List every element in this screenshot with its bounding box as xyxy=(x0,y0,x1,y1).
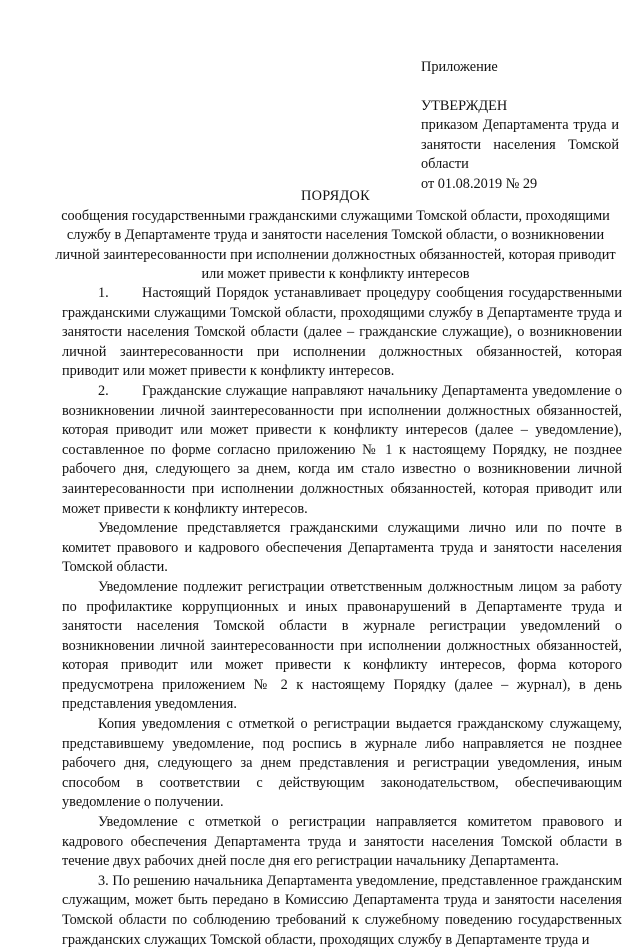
document-subtitle: сообщения государственными гражданскими служащими Томской области, проходящими службу в Департаменте труда и занятости населения Томской области, о возникновении личной заинтересованности при исполнении должностных обязанностей, которая приводит или может привести к конфликту интересов xyxy=(55,207,616,283)
paragraph-2 xyxy=(62,382,622,519)
document-body xyxy=(62,284,622,950)
paragraph-number: 1. xyxy=(98,285,109,301)
paragraph-copy: Копия уведомления с отметкой о регистрации выдается гражданскому служащему, представившему уведомление, под роспись в журнале либо направляется не позднее рабочего дня, следующего за днем представления и регистрации уведомления, иным способом в соответствии с действующим законодательством, обеспечивающим уведомление о получении. xyxy=(62,716,622,811)
paragraph-forwarding: Уведомление с отметкой о регистрации направляется комитетом правового и кадрового обеспечения Департамента труда и занятости населения Томской области в течение двух рабочих дней после дня его регистрации начальнику Департамента. xyxy=(62,814,622,870)
document-title: ПОРЯДОК xyxy=(301,188,370,204)
appendix-label: Приложение xyxy=(421,59,498,75)
paragraph-number: 2. xyxy=(98,382,109,399)
paragraph-1 xyxy=(62,284,622,382)
paragraph-text: Гражданские служащие направляют начальнику Департамента уведомление о возникновении личной заинтересованности при исполнении должностных обязанностей, которая приводит или может привести к конфликту интересов (далее – уведомление), составленное по форме согласно приложению № 1 к настоящему Порядку, не позднее рабочего дня, следующего за днем, когда им стало известно о возникновении личной заинтересованности при исполнении должностных обязанностей, которая приводит или может привести к конфликту интересов. xyxy=(62,382,622,517)
paragraph-registration: Уведомление подлежит регистрации ответственным должностным лицом за работу по профилактике коррупционных и иных правонарушений в Департаменте труда и занятости населения Томской области в журнале регистрации уведомлений о возникновении личной заинтересованности при исполнении должностных обязанностей, которая приводит или может привести к конфликту интересов, форма которого предусмотрена приложением № 2 к настоящему Порядку (далее – журнал), в день представления уведомления. xyxy=(62,578,622,713)
approved-order-date: от 01.08.2019 № 29 xyxy=(421,175,538,192)
paragraph-3: 3. По решению начальника Департамента уведомление, представленное гражданским служащим, может быть передано в Комиссию Департамента труда и занятости населения Томской области по соблюдению требований к служебному поведению государственных гражданских служащих Томской области, проходящих службу в Департаменте труда и xyxy=(62,872,622,948)
approval-block xyxy=(421,58,619,195)
approved-label: УТВЕРЖДЕН xyxy=(421,97,508,114)
approved-order-text: приказом Департамента труда и занятости населения Томской области xyxy=(421,117,619,173)
document-heading xyxy=(48,187,623,285)
paragraph-text: Настоящий Порядок устанавливает процедуру сообщения государственными гражданскими служащими Томской области, проходящими службу в Департаменте труда и занятости населения Томской области (далее – гражданские служащие), о возникновении личной заинтересованности при исполнении должностных обязанностей, которая приводит или может привести к конфликту интересов. xyxy=(62,285,622,380)
paragraph-submission: Уведомление представляется гражданскими служащими лично или по почте в комитет правового и кадрового обеспечения Департамента труда и занятости населения Томской области. xyxy=(62,520,622,576)
